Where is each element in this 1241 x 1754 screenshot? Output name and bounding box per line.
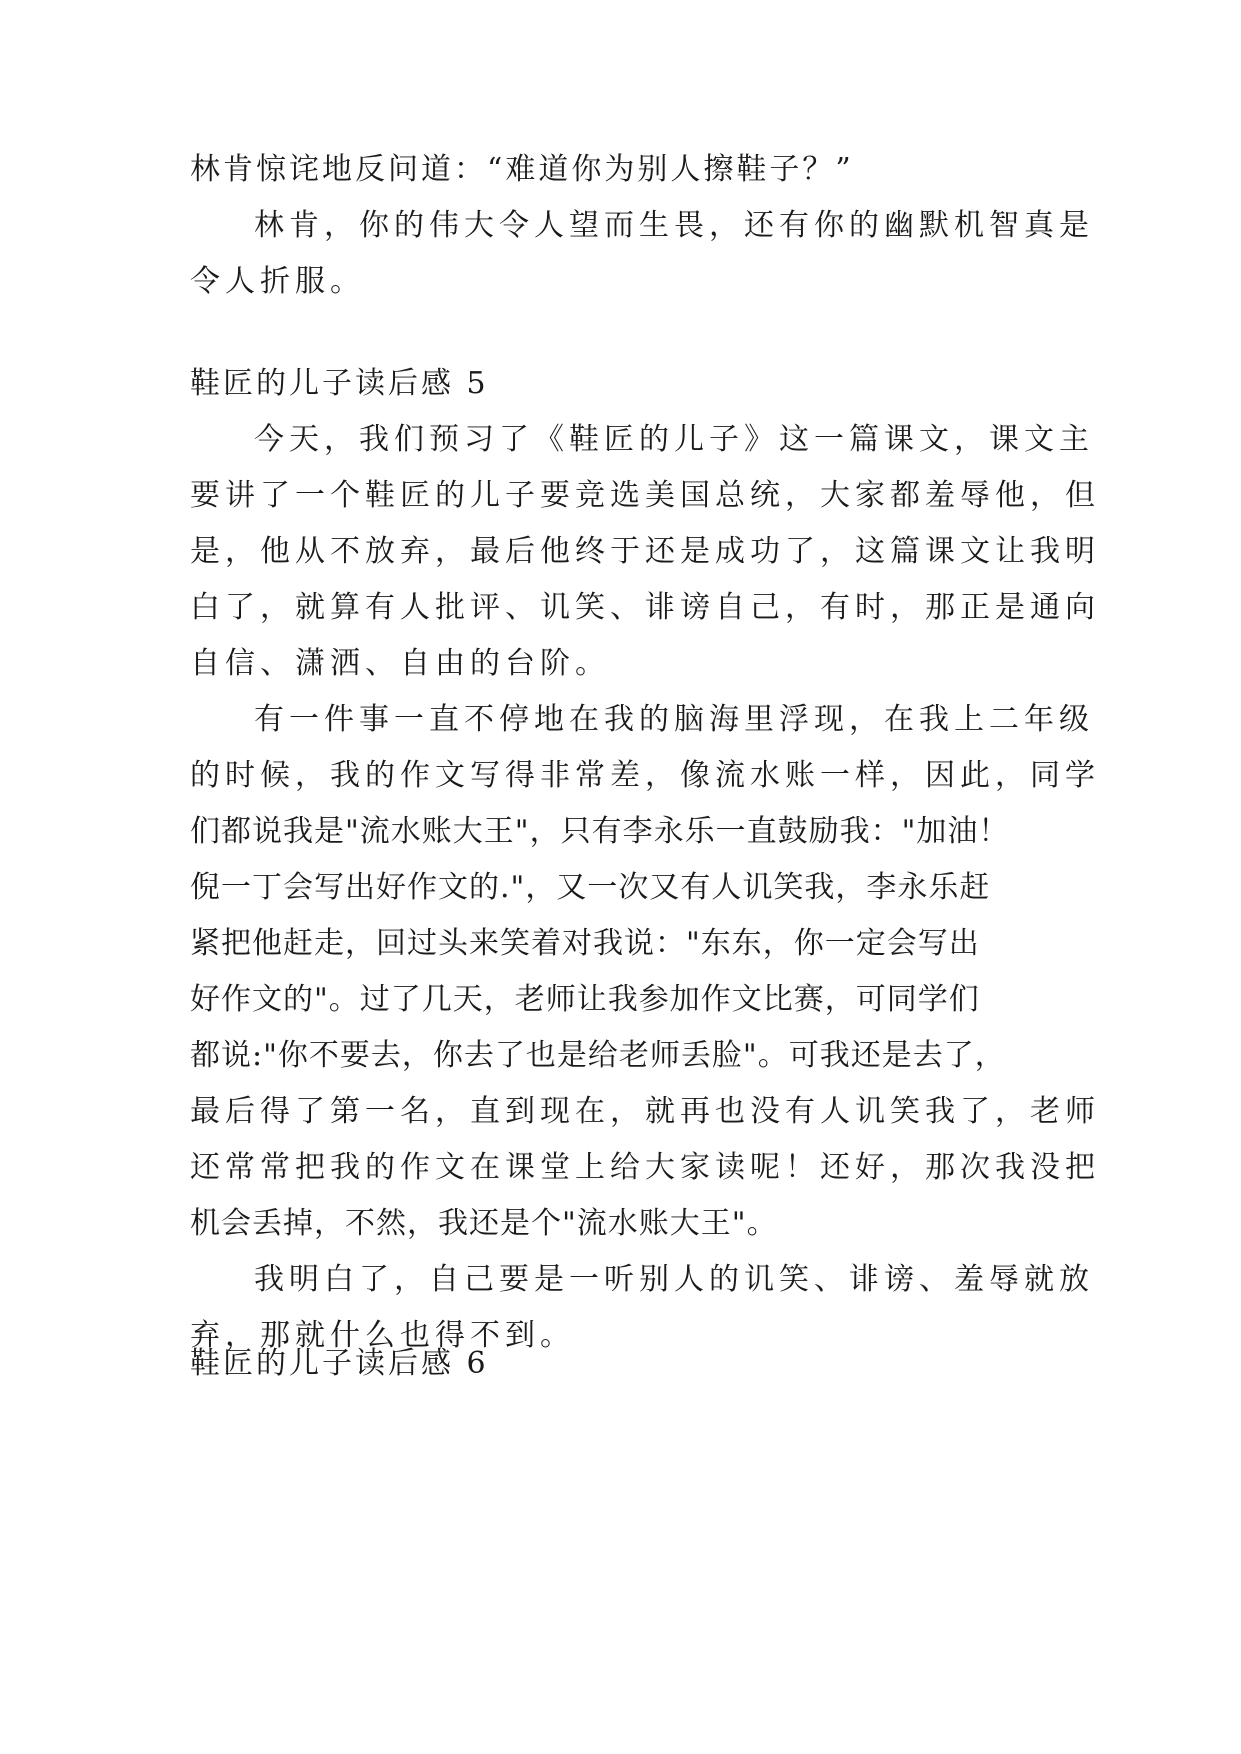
text-line: 林肯惊诧地反问道：“难道你为别人擦鞋子？” bbox=[190, 152, 854, 187]
section-heading: 鞋匠的儿子读后感 5 bbox=[190, 366, 489, 401]
text-line: 的时候，我的作文写得非常差，像流水账一样，因此，同学 bbox=[190, 758, 1100, 793]
text-line: 们都说我是"流水账大王"，只有李永乐一直鼓励我："加油！ bbox=[190, 814, 1010, 849]
text-line: 机会丢掉，不然，我还是个"流水账大王"。 bbox=[190, 1206, 778, 1241]
text-line: 还常常把我的作文在课堂上给大家读呢！还好，那次我没把 bbox=[190, 1150, 1100, 1185]
text-line: 我明白了，自己要是一听别人的讥笑、诽谤、羞辱就放 bbox=[254, 1262, 1094, 1297]
section-heading: 鞋匠的儿子读后感 6 bbox=[190, 1346, 489, 1381]
text-line: 自信、潇洒、自由的台阶。 bbox=[190, 646, 610, 681]
text-line: 好作文的"。过了几天，老师让我参加作文比赛，可同学们 bbox=[190, 982, 980, 1017]
section-6 bbox=[190, 1336, 1050, 1392]
text-line: 林肯，你的伟大令人望而生畏，还有你的幽默机智真是 bbox=[254, 208, 1094, 243]
top-paragraphs bbox=[190, 142, 1094, 310]
text-line: 白了，就算有人批评、讥笑、诽谤自己，有时，那正是通向 bbox=[190, 590, 1100, 625]
text-line: 要讲了一个鞋匠的儿子要竞选美国总统，大家都羞辱他，但 bbox=[190, 478, 1100, 513]
text-line: 倪一丁会写出好作文的."，又一次又有人讥笑我，李永乐赶 bbox=[190, 870, 991, 905]
paragraph bbox=[190, 412, 1100, 692]
text-line: 是，他从不放弃，最后他终于还是成功了，这篇课文让我明 bbox=[190, 534, 1100, 569]
text-line: 弃，那就什么也得不到。 bbox=[190, 1318, 575, 1353]
text-line: 都说:"你不要去，你去了也是给老师丢脸"。可我还是去了， bbox=[190, 1038, 1006, 1073]
text-line: 有一件事一直不停地在我的脑海里浮现，在我上二年级 bbox=[254, 702, 1094, 737]
text-line: 今天，我们预习了《鞋匠的儿子》这一篇课文，课文主 bbox=[254, 422, 1094, 457]
text-line: 令人折服。 bbox=[190, 264, 365, 299]
text-line: 紧把他赶走，回过头来笑着对我说："东东，你一定会写出 bbox=[190, 926, 980, 961]
paragraph bbox=[190, 692, 1100, 1252]
text-line: 最后得了第一名，直到现在，就再也没有人讥笑我了，老师 bbox=[190, 1094, 1100, 1129]
section-5 bbox=[190, 356, 1100, 1364]
